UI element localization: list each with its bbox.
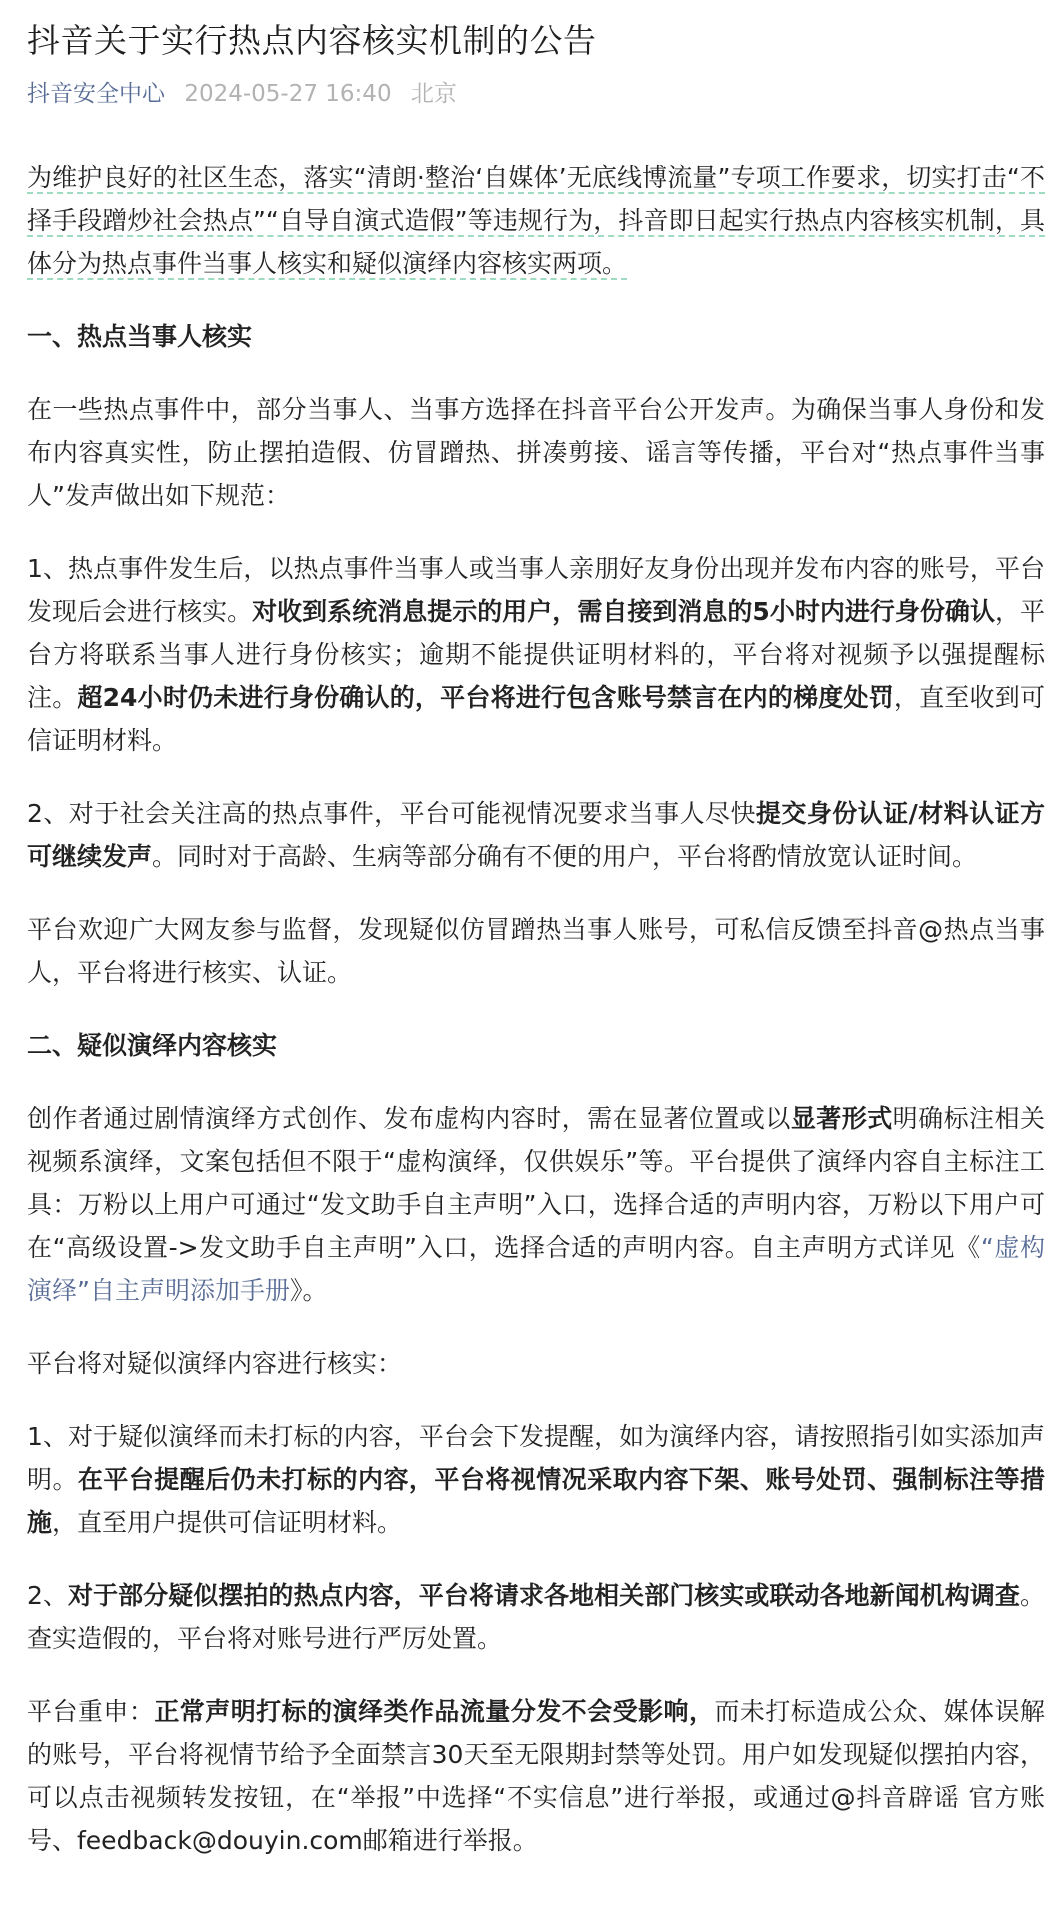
- bold-text: 超24小时仍未进行身份确认的，平台将进行包含账号禁言在内的梯度处罚: [77, 683, 894, 712]
- intro-text[interactable]: 为维护良好的社区生态，落实“清朗·整治‘自媒体’无底线博流量”专项工作要求，切实打击“不择手段蹭炒社会热点”“自导自演式造假”等违规行为，抖音即日起实行热点内容核实机制，具体分为热点事件当事人核实和疑似演绎内容核实两项。: [27, 163, 1045, 278]
- text-span: 创作者通过剧情演绎方式创作、发布虚构内容时，需在显著位置或以: [27, 1104, 791, 1133]
- bold-text: 对收到系统消息提示的用户，需自接到消息的5小时内进行身份确认: [252, 597, 995, 626]
- text-span: 2、对于社会关注高的热点事件，平台可能视情况要求当事人尽快: [27, 799, 756, 828]
- article-meta: [27, 78, 1045, 110]
- bold-text: 显著形式: [790, 1104, 893, 1133]
- text-span: 1、对于疑似演绎而未打标的内容，平台会下发提醒，如为演绎内容，请按照指引如实添加声明。: [27, 1422, 1045, 1494]
- section1-paragraph-3: [27, 792, 1045, 878]
- section2-paragraph-3: [27, 1415, 1045, 1544]
- publish-time: 2024-05-27 16:40: [184, 81, 392, 107]
- text-span: ，直至收到可信证明材料。: [27, 683, 1045, 755]
- intro-paragraph: [27, 156, 1045, 285]
- text-span: 明确标注相关视频系演绎，文案包括但不限于“虚构演绎，仅供娱乐”等。平台提供了演绎内容自主标注工具：万粉以上用户可通过“发文助手自主声明”入口，选择合适的声明内容，万粉以下用户可在“高级设置->发文助手自主声明”入口，选择合适的声明内容。自主声明方式详见《: [27, 1104, 1045, 1262]
- section-heading-2: 二、疑似演绎内容核实: [27, 1031, 278, 1060]
- text-span: ，直至用户提供可信证明材料。: [52, 1508, 403, 1537]
- text-span: 》。: [289, 1276, 328, 1305]
- text-span: 1、热点事件发生后，以热点事件当事人或当事人亲朋好友身份出现并发布内容的账号，平台发现后会进行核实。: [27, 554, 1045, 626]
- account-name-link[interactable]: 抖音安全中心: [27, 81, 165, 107]
- article-title: 抖音关于实行热点内容核实机制的公告: [27, 21, 597, 60]
- section1-paragraph-4: 平台欢迎广大网友参与监督，发现疑似仿冒蹭热当事人账号，可私信反馈至抖音@热点当事人，平台将进行核实、认证。: [27, 915, 1045, 987]
- section1-paragraph-1: 在一些热点事件中，部分当事人、当事方选择在抖音平台公开发声。为确保当事人身份和发布内容真实性，防止摆拍造假、仿冒蹭热、拼凑剪接、谣言等传播，平台对“热点事件当事人”发声做出如下规范：: [27, 395, 1045, 510]
- section2-paragraph-1: [27, 1097, 1045, 1312]
- bold-text: 提交身份认证/材料认证方可继续发声: [27, 799, 1045, 871]
- text-span: 。同时对于高龄、生病等部分确有不便的用户，平台将酌情放宽认证时间。: [152, 842, 978, 871]
- section-heading-1: 一、热点当事人核实: [27, 322, 253, 351]
- section2-paragraph-4: [27, 1574, 1045, 1660]
- section2-paragraph-2: 平台将对疑似演绎内容进行核实：: [27, 1349, 403, 1378]
- manual-link[interactable]: “虚构演绎”自主声明添加手册: [27, 1233, 1046, 1305]
- publish-location: 北京: [410, 81, 457, 107]
- text-span: 。查实造假的，平台将对账号进行严厉处置。: [27, 1581, 1045, 1653]
- text-span: 而未打标造成公众、媒体误解的账号，平台将视情节给予全面禁言30天至无限期封禁等处罚。用户如发现疑似摆拍内容，可以点击视频转发按钮，在“举报”中选择“不实信息”进行举报，或通过@抖音辟谣 官方账号、feedback@douyin.com邮箱进行举报。: [27, 1697, 1045, 1855]
- article-body: [27, 156, 1045, 1862]
- text-span: ，平台方将联系当事人进行身份核实；逾期不能提供证明材料的，平台将对视频予以强提醒标注。: [27, 597, 1045, 712]
- bold-text: 正常声明打标的演绎类作品流量分发不会受影响，: [154, 1697, 715, 1726]
- bold-text: 在平台提醒后仍未打标的内容，平台将视情况采取内容下架、账号处罚、强制标注等措施: [27, 1465, 1045, 1537]
- text-span: 2、: [27, 1581, 69, 1610]
- bold-text: 对于部分疑似摆拍的热点内容，平台将请求各地相关部门核实或联动各地新闻机构调查: [68, 1581, 1020, 1610]
- section1-paragraph-2: [27, 547, 1045, 762]
- text-span: 平台重申：: [27, 1697, 155, 1726]
- section2-paragraph-5: [27, 1690, 1045, 1862]
